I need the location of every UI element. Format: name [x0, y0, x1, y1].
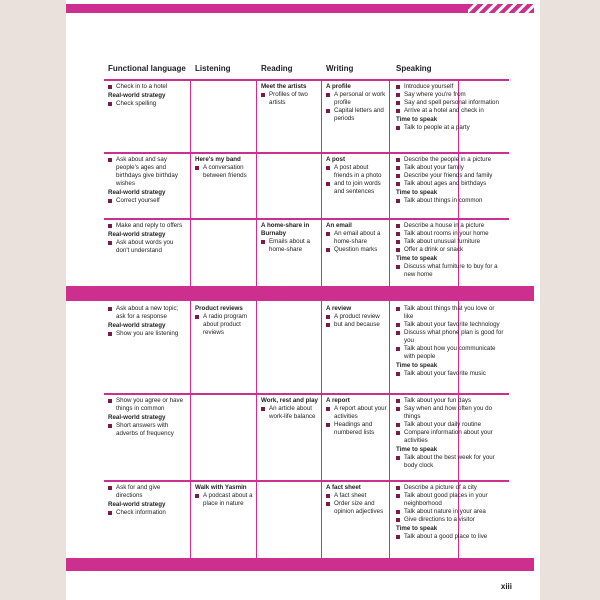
row-divider [104, 393, 509, 395]
cell-title: A report [326, 397, 350, 404]
bullet-item: Question marks [326, 246, 388, 254]
bullet-item: Talk about ages and birthdays [396, 180, 504, 188]
bullet-item: An email about a home-share [326, 230, 388, 246]
header-reading: Reading [261, 64, 293, 73]
reading-cell [261, 397, 319, 421]
time-to-speak-label: Time to speak [396, 362, 438, 369]
writing-cell [326, 397, 388, 437]
header-listening: Listening [195, 64, 231, 73]
bullet-item: A fact sheet [326, 492, 388, 500]
bullet-item: Compare information about your activities [396, 429, 504, 445]
bullet-item: Talk about nature in your area [396, 508, 504, 516]
functional-cell [108, 222, 188, 255]
bullet-item: Describe your friends and family [396, 172, 504, 180]
bullet-item: Talk about the best week for your body clock [396, 454, 504, 470]
strategy-label: Real-world strategy [108, 189, 166, 196]
cell-title: A fact sheet [326, 484, 361, 491]
cell-title: A profile [326, 83, 351, 90]
bullet-item: Talk about things in common [396, 197, 504, 205]
column-divider [190, 79, 191, 286]
cell-title: Meet the artists [261, 83, 307, 90]
bullet-item: Introduce yourself [396, 83, 504, 91]
cell-title: Walk with Yasmin [195, 484, 247, 491]
writing-cell [326, 156, 388, 196]
strategy-label: Real-world strategy [108, 414, 166, 421]
bullet-item: Say when and how often you do things [396, 405, 504, 421]
time-to-speak-label: Time to speak [396, 189, 438, 196]
listening-cell [195, 305, 253, 337]
bullet-item: Discuss what phone plan is good for you [396, 329, 504, 345]
bullet-item: Talk to people at a party [396, 124, 504, 132]
listening-cell [195, 156, 253, 180]
cell-title: Product reviews [195, 305, 243, 312]
bullet-item: A personal or work profile [326, 91, 388, 107]
bullet-item: Arrive at a hotel and check in [396, 107, 504, 115]
bullet-item: Talk about your favorite technology [396, 321, 504, 329]
page [66, 0, 534, 600]
bullet-item: A podcast about a place in nature [195, 492, 253, 508]
bullet-item: Give directions to a visitor [396, 516, 504, 524]
bullet-item: A conversation between friends [195, 164, 253, 180]
time-to-speak-label: Time to speak [396, 446, 438, 453]
bullet-item: Make and reply to offers [108, 222, 188, 230]
bullet-item: A product review [326, 313, 388, 321]
header-functional-language: Functional language [108, 64, 186, 73]
bullet-item: Describe the people in a picture [396, 156, 504, 164]
bullet-item: Talk about your fun days [396, 397, 504, 405]
strategy-label: Real-world strategy [108, 231, 166, 238]
bullet-item: but and because [326, 321, 388, 329]
bullet-item: Ask about words you don't understand [108, 239, 188, 255]
strategy-label: Real-world strategy [108, 322, 166, 329]
bullet-item: A post about friends in a photo [326, 164, 388, 180]
speaking-cell [396, 83, 504, 132]
bullet-item: Talk about your family [396, 164, 504, 172]
bullet-item: Ask for and give directions [108, 484, 188, 500]
writing-cell [326, 484, 388, 516]
bullet-item: Capital letters and periods [326, 107, 388, 123]
functional-cell [108, 156, 188, 205]
bullet-item: Ask about a new topic; ask for a response [108, 305, 188, 321]
bullet-item: Talk about a good place to live [396, 533, 504, 541]
row-divider [104, 218, 509, 220]
cell-title: Here's my band [195, 156, 241, 163]
page-edge [534, 0, 540, 600]
bullet-item: Order size and opinion adjectives [326, 500, 388, 516]
section-divider-bar [66, 286, 534, 301]
bullet-item: Show you agree or have things in common [108, 397, 188, 413]
bullet-item: Talk about unusual furniture [396, 238, 504, 246]
functional-cell [108, 305, 188, 338]
page-number: xiii [500, 582, 512, 591]
reading-cell [261, 83, 319, 107]
bullet-item: and to join words and sentences [326, 180, 388, 196]
bullet-item: Headings and numbered lists [326, 421, 388, 437]
bullet-item: A radio program about product reviews [195, 313, 253, 337]
writing-cell [326, 83, 388, 123]
cell-title: A home-share in Burnaby [261, 222, 310, 237]
bullet-item: Check information [108, 509, 188, 517]
bullet-item: Emails about a home-share [261, 238, 319, 254]
top-striped-decoration [468, 4, 534, 13]
bottom-accent-bar [66, 558, 534, 571]
top-accent-bar [66, 4, 534, 13]
bullet-item: Talk about how you communicate with people [396, 345, 504, 361]
bullet-item: Correct yourself [108, 197, 188, 205]
time-to-speak-label: Time to speak [396, 116, 438, 123]
bullet-item: Check spelling [108, 100, 188, 108]
column-divider [190, 301, 191, 558]
column-divider [321, 301, 322, 558]
cell-title: A review [326, 305, 352, 312]
bullet-item: Talk about your favorite music [396, 370, 504, 378]
bullet-item: Talk about things that you love or like [396, 305, 504, 321]
bullet-item: Say where you're from [396, 91, 504, 99]
bullet-item: Talk about your daily routine [396, 421, 504, 429]
bullet-item: Talk about rooms in your home [396, 230, 504, 238]
speaking-cell [396, 156, 504, 205]
bullet-item: Discuss what furniture to buy for a new home [396, 263, 504, 279]
strategy-label: Real-world strategy [108, 501, 166, 508]
header-writing: Writing [326, 64, 354, 73]
listening-cell [195, 484, 253, 508]
writing-cell [326, 305, 388, 329]
bullet-item: Ask about and say people's ages and birthdays give birthday wishes [108, 156, 188, 188]
column-divider [321, 79, 322, 286]
bullet-item: Offer a drink or snack [396, 246, 504, 254]
cell-title: A post [326, 156, 346, 163]
speaking-cell [396, 397, 504, 470]
bullet-item: Short answers with adverbs of frequency [108, 422, 188, 438]
bullet-item: Profiles of two artists [261, 91, 319, 107]
bullet-item: Check in to a hotel [108, 83, 188, 91]
header-speaking: Speaking [396, 64, 432, 73]
column-divider [256, 79, 257, 286]
bullet-item: A report about your activities [326, 405, 388, 421]
bullet-item: An article about work-life balance [261, 405, 319, 421]
column-divider [389, 301, 390, 558]
strategy-label: Real-world strategy [108, 92, 166, 99]
writing-cell [326, 222, 388, 254]
bullet-item: Describe a picture of a city [396, 484, 504, 492]
cell-title: An email [326, 222, 352, 229]
bullet-item: Say and spell personal information [396, 99, 504, 107]
time-to-speak-label: Time to speak [396, 525, 438, 532]
functional-cell [108, 484, 188, 517]
row-divider [104, 152, 509, 154]
speaking-cell [396, 305, 504, 378]
bullet-item: Describe a house in a picture [396, 222, 504, 230]
bullet-item: Show you are listening [108, 330, 188, 338]
column-divider [389, 79, 390, 286]
reading-cell [261, 222, 319, 254]
column-divider [256, 301, 257, 558]
bullet-item: Talk about good places in your neighborhood [396, 492, 504, 508]
speaking-cell [396, 484, 504, 541]
row-divider [104, 79, 509, 81]
row-divider [104, 480, 509, 482]
time-to-speak-label: Time to speak [396, 255, 438, 262]
functional-cell [108, 397, 188, 438]
functional-cell [108, 83, 188, 108]
speaking-cell [396, 222, 504, 279]
cell-title: Work, rest and play [261, 397, 318, 404]
